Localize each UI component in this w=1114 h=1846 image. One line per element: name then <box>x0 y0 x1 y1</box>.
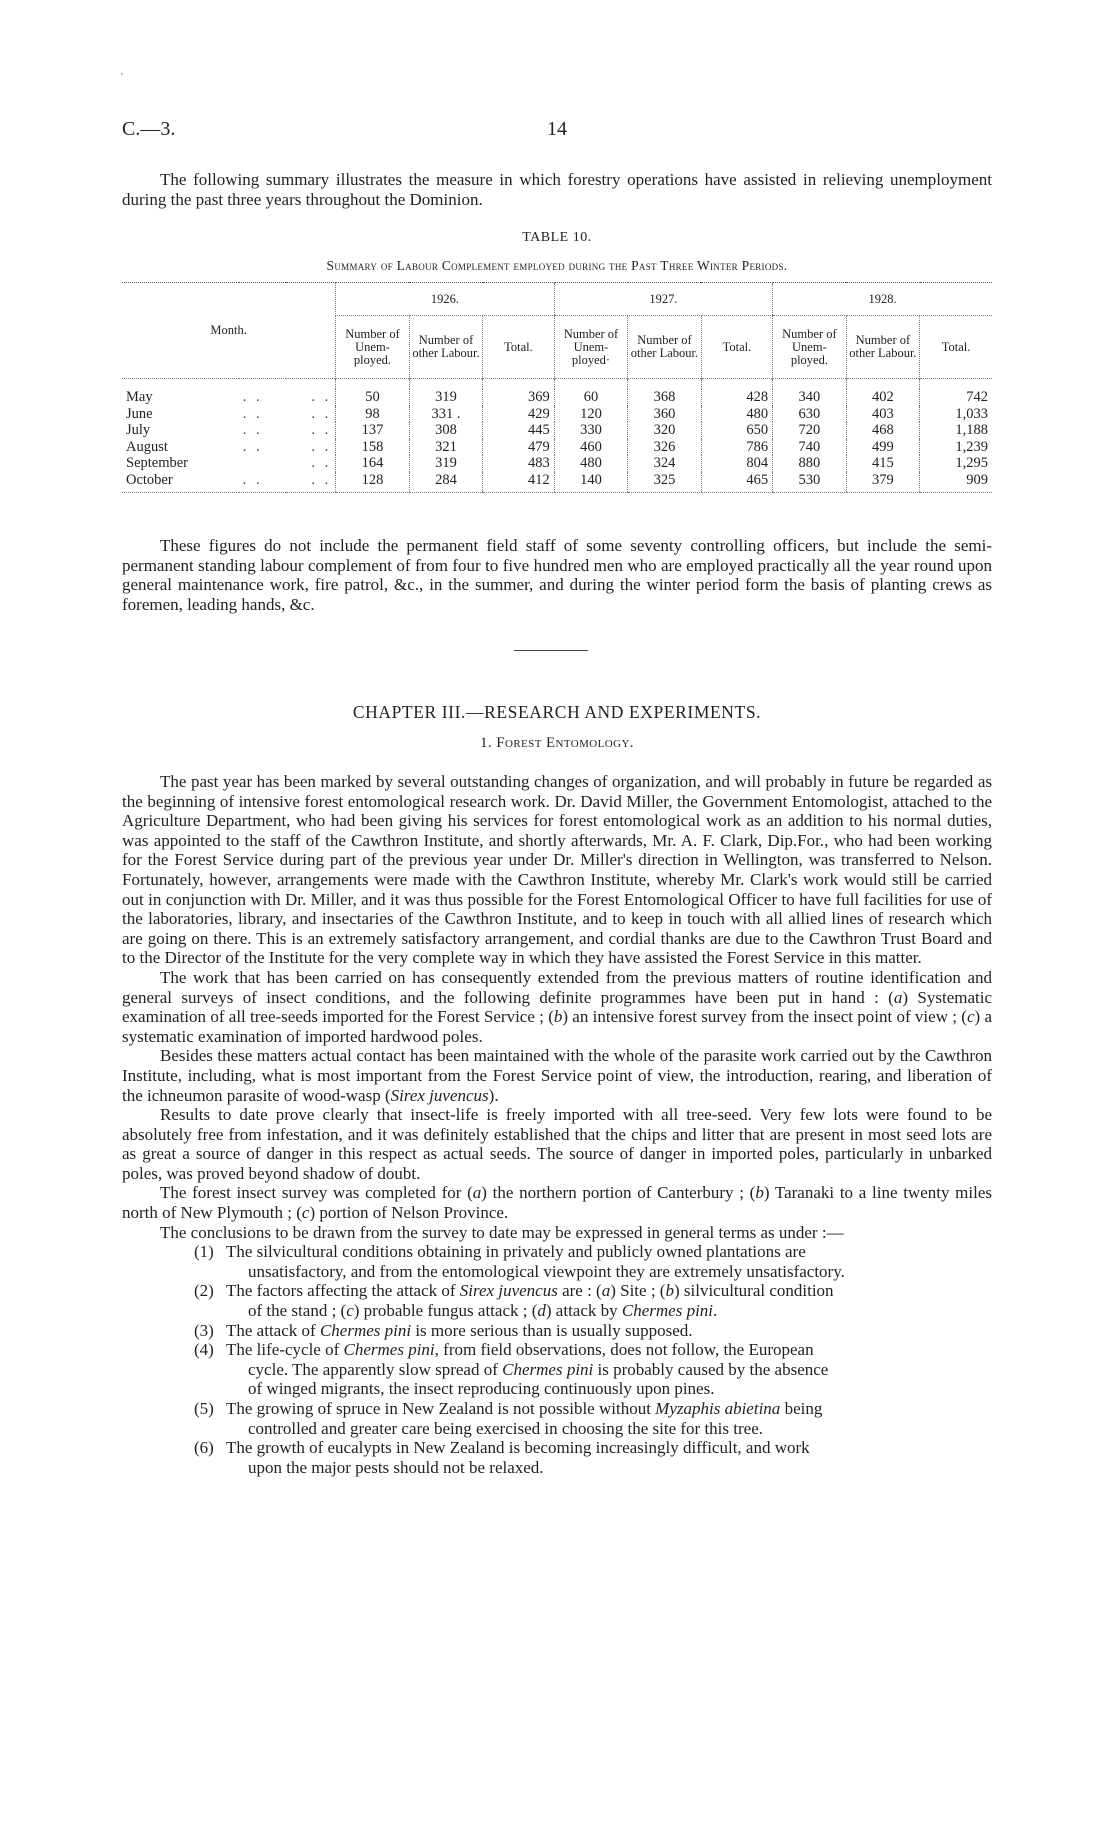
col-unemployed-1928: Number of Unem- ployed. <box>773 316 847 379</box>
leader-dots: . . <box>311 455 332 471</box>
month-cell: May <box>126 389 153 405</box>
text-run: The life-cycle of <box>226 1340 344 1360</box>
table-row <box>122 455 992 472</box>
text-run: The silvicultural conditions obtaining in privately and publicly owned plantations are <box>226 1242 806 1262</box>
text-run: c <box>346 1301 354 1321</box>
value-cell: 137 <box>336 422 410 439</box>
value-cell: 630 <box>773 406 847 423</box>
text-run: ) an intensive forest survey from the insect point of view ; ( <box>562 1007 967 1027</box>
value-cell: 320 <box>628 422 702 439</box>
text-run: c <box>301 1203 310 1223</box>
col-unemployed-1926: Number of Unem- ployed. <box>336 316 410 379</box>
text-run: The work that has been carried on has consequently extended from the previous matters of routine identification and general surveys of insect conditions, and the following definite programmes have been put in hand : ( <box>122 967 992 1007</box>
month-cell: September <box>126 455 189 471</box>
text-run: b <box>665 1281 674 1301</box>
value-cell: 308 <box>409 422 483 439</box>
leader-dots: . . <box>311 389 332 405</box>
value-cell: 402 <box>846 389 920 406</box>
list-number: (2) <box>194 1281 214 1301</box>
conclusion-item-4 <box>122 1340 992 1399</box>
value-cell: 340 <box>773 389 847 406</box>
total-cell: 428 <box>701 389 772 406</box>
text-run: The growth of eucalypts in New Zealand is becoming increasingly difficult, and work <box>226 1438 810 1458</box>
text-run: ) probable fungus attack ; ( <box>353 1301 538 1321</box>
page-number: 14 <box>547 118 567 140</box>
text-run: unsatisfactory, and from the entomological viewpoint they are extremely unsatisfactory. <box>248 1261 845 1281</box>
text-run: The attack of <box>226 1320 320 1340</box>
value-cell: 415 <box>846 455 920 472</box>
labour-summary-table <box>122 282 992 493</box>
month-cell: July <box>126 422 151 438</box>
species-name: Chermes pini <box>343 1340 435 1360</box>
table-row <box>122 406 992 423</box>
table-row <box>122 439 992 456</box>
list-number: (5) <box>194 1399 214 1418</box>
table-year-header-row <box>122 283 992 316</box>
table-label: TABLE 10. <box>522 230 592 245</box>
table-title: Summary of Labour Complement employed during the Past Three Winter Periods. <box>326 258 788 273</box>
text-run: ) a systematic examination of imported hardwood poles. <box>122 1007 992 1046</box>
total-cell: 909 <box>920 472 992 493</box>
value-cell: 880 <box>773 455 847 472</box>
document-reference: C.—3. <box>122 118 176 140</box>
value-cell: 319 <box>409 389 483 406</box>
paragraph-programmes <box>122 968 992 1046</box>
total-cell: 1,188 <box>920 422 992 439</box>
total-cell: 650 <box>701 422 772 439</box>
table-row <box>122 422 992 439</box>
value-cell: 326 <box>628 439 702 456</box>
total-cell: 1,295 <box>920 455 992 472</box>
leader-dots <box>239 455 286 472</box>
leader-dots: . . <box>239 472 286 493</box>
text-run: b <box>553 1007 563 1027</box>
value-cell: 164 <box>336 455 410 472</box>
paragraph-results: Results to date prove clearly that insect-life is freely imported with all tree-seed. Very few lots were found to be absolutely free from infestation, and it was definitely established that the chips and litter that are present in most seed lots are as great a source of danger in this respect as actual seeds. The source of danger in imported poles, particularly in unbarked poles, was proved beyond shadow of doubt. <box>122 1105 992 1183</box>
col-other-1926: Number of other Labour. <box>409 316 483 379</box>
value-cell: 60 <box>554 389 628 406</box>
year-header-1926: 1926. <box>336 283 554 316</box>
list-number: (1) <box>194 1242 214 1262</box>
intro-paragraph: The following summary illustrates the measure in which forestry operations have assisted in relieving unemployment during the past three years throughout the Dominion. <box>122 170 992 209</box>
value-cell: 499 <box>846 439 920 456</box>
chapter-body <box>122 772 992 1477</box>
text-run: a <box>601 1281 611 1301</box>
month-cell: June <box>126 405 153 422</box>
leader-dots: . . <box>311 422 332 438</box>
species-name: Chermes pini <box>319 1320 412 1340</box>
text-run: being <box>780 1399 823 1418</box>
text-run: ) attack by <box>545 1301 622 1321</box>
value-cell: 325 <box>628 472 702 493</box>
total-cell: 742 <box>920 389 992 406</box>
text-run: The growing of spruce in New Zealand is not possible without <box>226 1399 656 1418</box>
value-cell: 379 <box>846 472 920 493</box>
total-cell: 480 <box>701 406 772 423</box>
value-cell: 128 <box>336 472 410 493</box>
chapter-heading: CHAPTER III.—RESEARCH AND EXPERIMENTS. <box>352 702 762 722</box>
value-cell: 403 <box>846 406 920 423</box>
conclusion-item-2 <box>122 1281 992 1320</box>
leader-dots: . . <box>311 405 332 422</box>
text-run: of the stand ; ( <box>248 1301 347 1321</box>
value-cell: 460 <box>554 439 628 456</box>
text-run: is probably caused by the absence <box>593 1359 829 1379</box>
text-run: c <box>966 1007 975 1027</box>
text-run: ) Site ; ( <box>610 1281 666 1301</box>
document-page <box>122 0 992 1846</box>
value-cell: 468 <box>846 422 920 439</box>
text-run: controlled and greater care being exercised in choosing the site for this tree. <box>248 1418 763 1438</box>
value-cell: 120 <box>554 406 628 423</box>
value-cell: 98 <box>336 406 410 423</box>
species-name: Sirex juvencus <box>459 1281 558 1301</box>
col-total-1928: Total. <box>920 316 992 379</box>
value-cell: 480 <box>554 455 628 472</box>
conclusion-item-6 <box>122 1438 992 1477</box>
text-run: of winged migrants, the insect reproducing continuously upon pines. <box>248 1379 715 1399</box>
text-run: , from field observations, does not follow, the European <box>434 1340 814 1360</box>
value-cell: 740 <box>773 439 847 456</box>
text-run: ) the northern portion of Canterbury ; ( <box>481 1183 756 1203</box>
value-cell: 284 <box>409 472 483 493</box>
value-cell: 50 <box>336 389 410 406</box>
table-row <box>122 472 992 493</box>
table-spacer-row <box>122 379 992 390</box>
total-cell: 369 <box>483 389 554 406</box>
leader-dots: . . <box>242 405 263 422</box>
leader-dots: . . <box>242 389 263 405</box>
list-number: (4) <box>194 1340 214 1360</box>
section-divider <box>514 650 588 651</box>
total-cell: 786 <box>701 439 772 456</box>
text-run: Besides these matters actual contact has been maintained with the whole of the parasite work carried out by the Cawthron Institute, including, what is most important from the Forest Service point of view, the introduction, rearing, and liberation of the ichneumon parasite of wood-wasp ( <box>122 1046 992 1105</box>
species-name: Myzaphis abietina <box>655 1399 781 1418</box>
leader-dots: . . <box>286 472 336 493</box>
page-header <box>122 118 992 142</box>
list-number: (3) <box>194 1320 214 1340</box>
value-cell: 158 <box>336 439 410 456</box>
total-cell: 445 <box>483 422 554 439</box>
text-run: . <box>713 1301 718 1321</box>
text-run: b <box>755 1183 764 1203</box>
text-run: The factors affecting the attack of <box>226 1281 460 1301</box>
total-cell: 429 <box>483 406 554 423</box>
paragraph-organization: The past year has been marked by several outstanding changes of organization, and will probably in future be regarded as the beginning of intensive forest entomological research work. Dr. David Miller, the Government Entomologist, attached to the Agriculture Department, who had been giving his services for forest entomological work as an addition to his normal duties, was appointed to the staff of the Cawthron Institute, and shortly afterwards, Mr. A. F. Clark, Dip.For., who had been working for the Forest Service during part of the previous year under Dr. Miller's direction in Wellington, was transferred to Nelson. Fortunately, however, arrangements were made with the Cawthron Institute, whereby Mr. Clark's work would still be carried out in conjunction with Dr. Miller, and it was thus possible for the Forest Entomological Officer to have full facilities for use of the laboratories, library, and insectaries of the Cawthron Institute, and to keep in touch with all allied lines of research which are going on there. This is an extremely satisfactory arrangement, and cordial thanks are due to the Cawthron Trust Board and to the Director of the Institute for the very complete way in which they have assisted the Forest Service in this matter. <box>122 772 992 968</box>
text-run: upon the major pests should not be relaxed. <box>248 1457 544 1477</box>
species-name: Chermes pini <box>621 1301 714 1321</box>
text-run: cycle. The apparently slow spread of <box>248 1359 503 1379</box>
value-cell: 368 <box>628 389 702 406</box>
species-name: Sirex juvencus <box>390 1085 489 1105</box>
total-cell: 804 <box>701 455 772 472</box>
paragraph-parasite-work <box>122 1046 992 1105</box>
year-header-1927: 1927. <box>554 283 772 316</box>
section-heading: 1. Forest Entomology. <box>480 735 634 751</box>
total-cell: 465 <box>701 472 772 493</box>
text-run: ) Taranaki to a line twenty miles north of New Plymouth ; ( <box>122 1183 992 1223</box>
col-other-1928: Number of other Labour. <box>846 316 920 379</box>
table-row <box>122 389 992 406</box>
total-cell: 1,239 <box>920 439 992 456</box>
col-other-1927: Number of other Labour. <box>628 316 702 379</box>
text-run: d <box>537 1301 546 1321</box>
total-cell: 479 <box>483 439 554 456</box>
text-run: ) portion of Nelson Province. <box>309 1203 509 1223</box>
list-number: (6) <box>194 1438 214 1458</box>
after-table-paragraph: These figures do not include the permanent field staff of some seventy controlling officers, but include the semi-permanent standing labour complement of from four to five hundred men who are employed practically all the year round upon general maintenance work, fire patrol, &c., in the summer, and during the winter period form the basis of planting crews as foremen, leading hands, &c. <box>122 536 992 614</box>
year-header-1928: 1928. <box>773 283 992 316</box>
leader-dots: . . <box>242 422 263 438</box>
text-run: a <box>893 987 903 1007</box>
text-run: are : ( <box>557 1281 602 1301</box>
conclusion-item-3 <box>122 1321 992 1341</box>
total-cell: 483 <box>483 455 554 472</box>
month-cell: August <box>126 438 168 455</box>
value-cell: 330 <box>554 422 628 439</box>
text-run: a <box>472 1183 482 1203</box>
month-cell: October <box>122 472 239 493</box>
leader-dots: . . <box>311 438 332 455</box>
value-cell: 331 . <box>409 406 483 423</box>
paragraph-survey <box>122 1183 992 1222</box>
value-cell: 321 <box>409 439 483 456</box>
value-cell: 720 <box>773 422 847 439</box>
col-unemployed-1927: Number of Unem- ployed· <box>554 316 628 379</box>
conclusion-item-5 <box>122 1399 992 1438</box>
species-name: Chermes pini <box>502 1359 594 1379</box>
text-run: The forest insect survey was completed for ( <box>160 1183 473 1203</box>
total-cell: 1,033 <box>920 406 992 423</box>
value-cell: 360 <box>628 406 702 423</box>
text-run: ). <box>488 1085 499 1105</box>
col-total-1927: Total. <box>701 316 772 379</box>
col-total-1926: Total. <box>483 316 554 379</box>
month-column-header: Month. <box>122 283 336 379</box>
leader-dots: . . <box>242 438 263 455</box>
text-run: is more serious than is usually supposed. <box>411 1320 693 1340</box>
text-run: ) Systematic examination of all tree-seeds imported for the Forest Service ; ( <box>122 987 993 1027</box>
conclusions-list <box>122 1242 992 1477</box>
value-cell: 324 <box>628 455 702 472</box>
value-cell: 140 <box>554 472 628 493</box>
text-run: ) silvicultural condition <box>673 1281 834 1301</box>
conclusion-item-1 <box>122 1242 992 1281</box>
page-mark: ' <box>121 72 123 83</box>
value-cell: 319 <box>409 455 483 472</box>
paragraph-conclusions-intro: The conclusions to be drawn from the survey to date may be expressed in general terms as under :— <box>160 1222 844 1242</box>
value-cell: 530 <box>773 472 847 493</box>
total-cell: 412 <box>483 472 554 493</box>
